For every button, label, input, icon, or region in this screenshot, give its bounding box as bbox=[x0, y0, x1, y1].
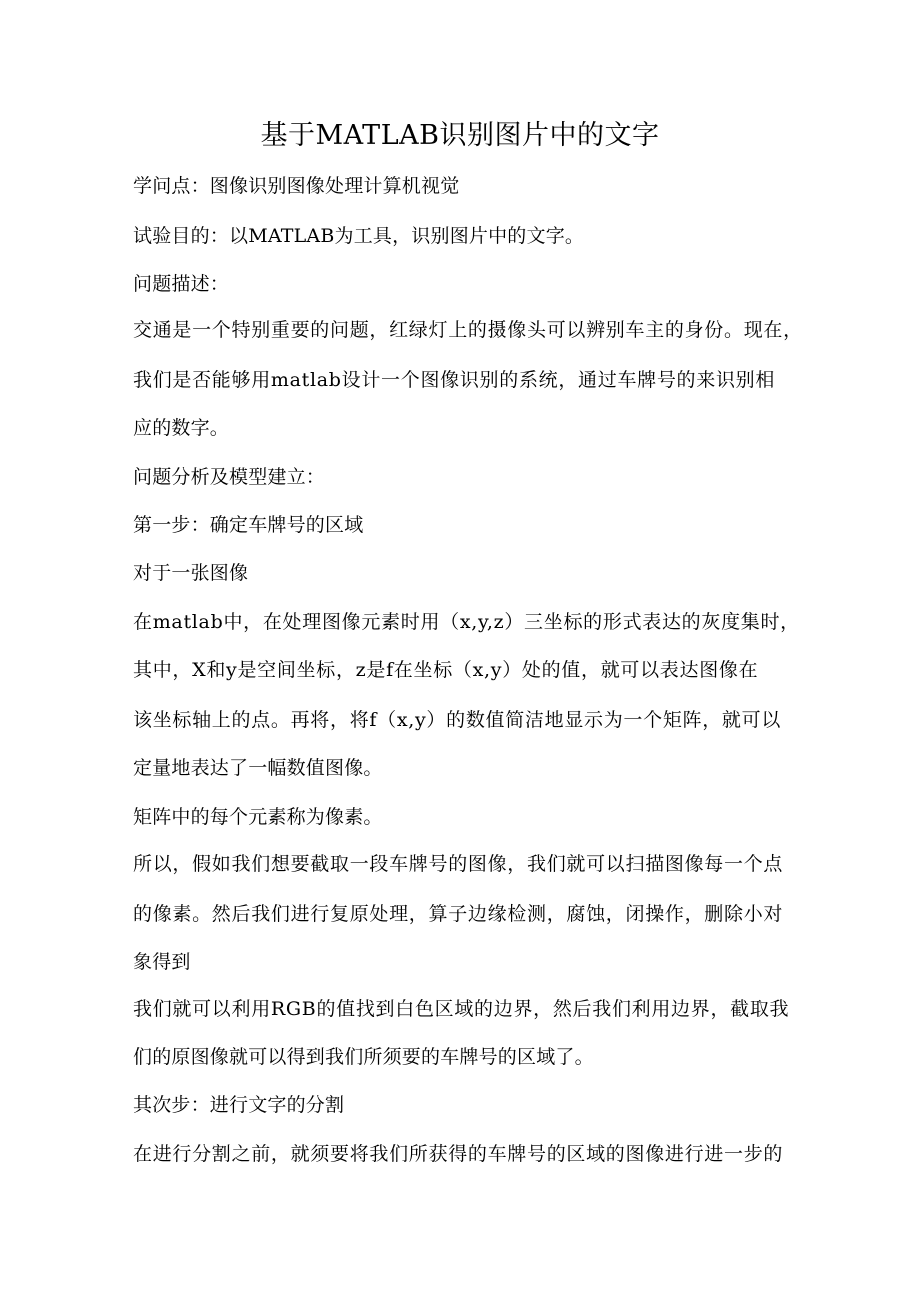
paragraph-line: 定量地表达了一幅数值图像。 bbox=[133, 757, 383, 779]
paragraph-line: 对于一张图像 bbox=[133, 562, 249, 584]
paragraph-line: 我们就可以利用RGB的值找到白色区域的边界，然后我们利用边界，截取我 bbox=[133, 998, 790, 1020]
step-heading-2: 其次步：进行文字的分割 bbox=[133, 1094, 345, 1116]
paragraph-line: 应的数字。 bbox=[133, 417, 230, 439]
document-title: 基于MATLAB识别图片中的文字 bbox=[260, 120, 660, 151]
section-heading-problem: 问题描述： bbox=[133, 273, 230, 295]
paragraph-line: 们的原图像就可以得到我们所须要的车牌号的区域了。 bbox=[133, 1046, 594, 1068]
keywords-line: 学问点：图像识别图像处理计算机视觉 bbox=[133, 175, 460, 197]
paragraph-line: 在matlab中，在处理图像元素时用（x,y,z）三坐标的形式表达的灰度集时， bbox=[133, 611, 800, 633]
paragraph-line: 我们是否能够用matlab设计一个图像识别的系统，通过车牌号的来识别相 bbox=[133, 369, 776, 391]
section-heading-analysis: 问题分析及模型建立： bbox=[133, 466, 326, 488]
paragraph-line: 所以，假如我们想要截取一段车牌号的图像，我们就可以扫描图像每一个点 bbox=[133, 853, 784, 875]
paragraph-line: 象得到 bbox=[133, 951, 191, 973]
paragraph-line: 矩阵中的每个元素称为像素。 bbox=[133, 806, 383, 828]
paragraph-line: 其中，X和y是空间坐标，z是f在坐标（x,y）处的值，就可以表达图像在 bbox=[133, 659, 759, 681]
purpose-line: 试验目的：以MATLAB为工具，识别图片中的文字。 bbox=[133, 225, 585, 247]
paragraph-line: 交通是一个特别重要的问题，红绿灯上的摄像头可以辨别车主的身份。现在， bbox=[133, 319, 803, 341]
paragraph-line: 该坐标轴上的点。再将，将f（x,y）的数值简洁地显示为一个矩阵，就可以 bbox=[133, 709, 782, 731]
paragraph-line: 在进行分割之前，就须要将我们所获得的车牌号的区域的图像进行进一步的 bbox=[133, 1143, 784, 1165]
paragraph-line: 的像素。然后我们进行复原处理，算子边缘检测，腐蚀，闭操作，删除小对 bbox=[133, 903, 784, 925]
step-heading-1: 第一步：确定车牌号的区域 bbox=[133, 514, 364, 536]
